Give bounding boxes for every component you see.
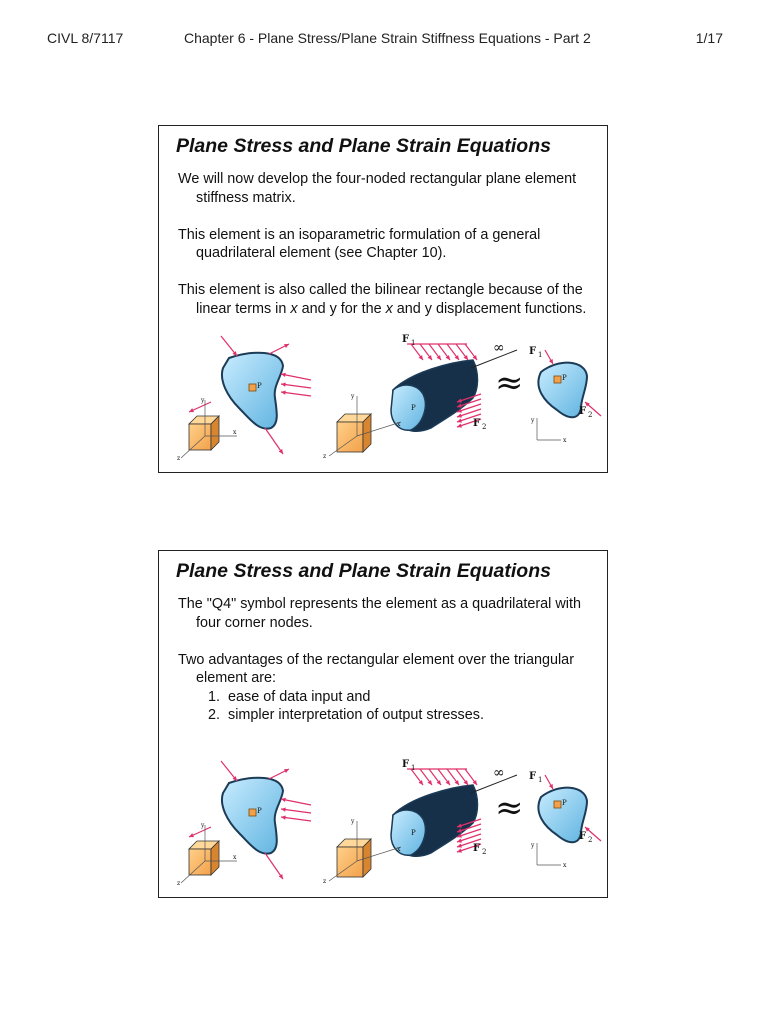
approx-symbol: ≈ xyxy=(495,788,524,828)
text-span: and y for the xyxy=(297,300,386,317)
plane-strain-figure xyxy=(161,332,605,472)
axis-y-label: y xyxy=(201,822,205,829)
axis-x-label: x xyxy=(563,437,567,444)
axis-z-label: z xyxy=(323,878,327,885)
list-item: 2. simpler interpretation of output stresses. xyxy=(224,706,598,725)
force-f1-subscript: 1 xyxy=(538,776,543,784)
point-marker xyxy=(249,384,256,391)
axis-x-label: x xyxy=(397,421,401,428)
point-marker xyxy=(554,376,561,383)
paragraph-advantages: Two advantages of the rectangular element over the triangular element are: xyxy=(178,651,574,686)
force-f2-subscript: 2 xyxy=(588,411,593,419)
axis-z-label: z xyxy=(177,880,181,887)
axis-y-label: y xyxy=(201,397,205,404)
axis-x-label: x xyxy=(563,862,567,869)
slide-body xyxy=(178,170,598,337)
header-chapter-title: Chapter 6 - Plane Stress/Plane Strain Stiffness Equations - Part 2 xyxy=(184,30,591,46)
distributed-load-f1 xyxy=(407,344,477,360)
axes xyxy=(537,418,561,440)
force-f2-label: F xyxy=(579,831,587,842)
header-course: CIVL 8/7117 xyxy=(47,30,124,46)
header-page-number: 1/17 xyxy=(695,30,723,46)
axis-x-label: x xyxy=(233,854,237,861)
paragraph-isoparametric: This element is an isoparametric formulation of a general quadrilateral element (see Chapter 10). xyxy=(178,226,541,261)
axes xyxy=(537,843,561,865)
force-f1-label: F xyxy=(529,346,537,357)
axis-x-label: x xyxy=(397,846,401,853)
force-f2-label: F xyxy=(473,418,481,429)
axis-z-label: z xyxy=(177,455,181,462)
force-f2-subscript: 2 xyxy=(482,848,487,856)
slide-1 xyxy=(158,125,608,473)
force-f1-label: F xyxy=(529,771,537,782)
point-marker xyxy=(249,809,256,816)
force-f1-label: F xyxy=(402,334,410,345)
list-item: 1. ease of data input and xyxy=(224,688,598,707)
approx-symbol: ≈ xyxy=(495,363,524,403)
axis-y-label: y xyxy=(531,417,535,424)
text-span: and y displacement functions. xyxy=(392,300,587,317)
slide-body xyxy=(178,595,598,725)
paragraph-q4: The "Q4" symbol represents the element as a quadrilateral with four corner nodes. xyxy=(178,596,581,631)
axis-y-label: y xyxy=(351,818,355,825)
italic-x: x xyxy=(385,300,393,317)
italic-x: x xyxy=(290,300,298,317)
force-f1-label: F xyxy=(402,759,410,770)
axis-y-label: y xyxy=(351,393,355,400)
point-label: P xyxy=(257,807,262,815)
point-label: P xyxy=(411,829,416,837)
force-f2-subscript: 2 xyxy=(588,836,593,844)
force-f1-subscript: 1 xyxy=(411,764,416,772)
point-label: P xyxy=(411,404,416,412)
force-f2-label: F xyxy=(473,843,481,854)
force-f2-subscript: 2 xyxy=(482,423,487,431)
slide-title: Plane Stress and Plane Strain Equations xyxy=(176,135,551,157)
slide-title: Plane Stress and Plane Strain Equations xyxy=(176,560,551,582)
advantages-list xyxy=(178,688,598,725)
force-f1-subscript: 1 xyxy=(411,339,416,347)
text-span: This element is also called the bilinear rectangle because of the linear terms in xyxy=(178,282,583,317)
axis-z-label: z xyxy=(323,453,327,460)
prismatic-body xyxy=(391,360,481,431)
paragraph-intro: We will now develop the four-noded rectangular plane element stiffness matrix. xyxy=(178,171,577,206)
axis-x-label: x xyxy=(233,429,237,436)
infinity-symbol: ∞ xyxy=(493,340,505,356)
force-f2-label: F xyxy=(579,406,587,417)
stress-cube xyxy=(189,841,219,875)
point-label: P xyxy=(562,799,567,807)
distributed-load-f1 xyxy=(407,769,477,785)
point-marker xyxy=(554,801,561,808)
prismatic-body xyxy=(391,785,481,856)
paragraph-bilinear xyxy=(178,281,598,318)
point-label: P xyxy=(257,382,262,390)
force-f1-subscript: 1 xyxy=(538,351,543,359)
stress-cube xyxy=(189,416,219,450)
slide-2 xyxy=(158,550,608,898)
axis-y-label: y xyxy=(531,842,535,849)
point-label: P xyxy=(562,374,567,382)
infinity-symbol: ∞ xyxy=(493,765,505,781)
plane-strain-figure xyxy=(161,757,605,897)
